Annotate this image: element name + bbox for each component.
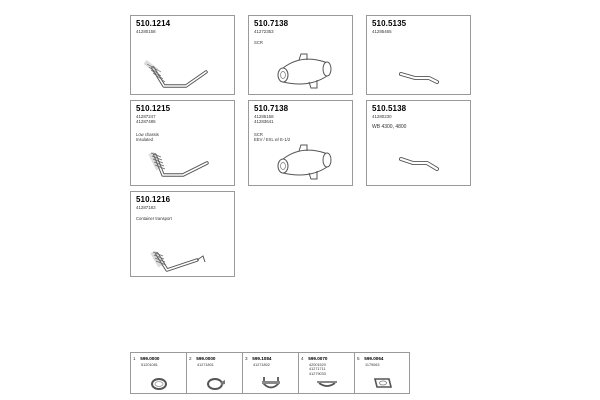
part-number: 510.5135 [372, 19, 407, 28]
accessory-index: 3 [245, 356, 248, 361]
accessory-index: 4 [301, 356, 304, 361]
accessory-reference: 41271801 [197, 363, 214, 367]
part-card-2 [248, 15, 353, 95]
application-note: Container transport [136, 216, 172, 221]
accessory-part-number: 599.0000 [196, 356, 216, 361]
part-card-4 [130, 100, 235, 186]
intermediate-pipe-icon [367, 101, 472, 187]
oem-reference: 41287183 [136, 205, 156, 210]
accessory-part-number: 599.0064 [364, 356, 384, 361]
part-card-3 [366, 15, 471, 95]
accessory-reference: 51201081 [141, 363, 158, 367]
application-note: WB 4300, 4800 [372, 124, 407, 130]
accessory-cell-2 [187, 353, 243, 393]
part-card-7 [130, 191, 235, 277]
muffler-icon [249, 101, 354, 187]
accessory-reference: 41271711 [309, 367, 326, 372]
part-card-1 [130, 15, 235, 95]
front-pipe-icon [131, 192, 236, 278]
accessory-cell-5 [355, 353, 409, 393]
muffler-icon [249, 16, 354, 96]
accessory-part-number: 599.0070 [308, 356, 328, 361]
oem-reference: 41283641 [254, 119, 274, 125]
accessory-part-number: 599.0000 [140, 356, 160, 361]
accessory-reference: 1179063 [365, 363, 380, 367]
accessory-index: 5 [357, 356, 360, 361]
part-number: 510.5138 [372, 104, 407, 113]
accessories-strip [130, 352, 410, 394]
oem-reference: 41280230 [372, 114, 392, 119]
clamp-ring-icon [187, 353, 243, 393]
front-pipe-icon [131, 16, 236, 96]
front-pipe-icon [131, 101, 236, 187]
intermediate-pipe-icon [367, 16, 472, 96]
application-note-line: SCR [254, 132, 263, 137]
accessory-reference: 41271802 [253, 363, 270, 367]
clamp-ring-icon [131, 353, 187, 393]
accessory-reference: 41279033 [309, 371, 326, 376]
part-card-6 [366, 100, 471, 186]
accessory-cell-4 [299, 353, 355, 393]
application-note: SCR [254, 40, 263, 45]
oem-reference: 41280158 [136, 29, 156, 34]
part-number: 510.1216 [136, 195, 171, 204]
application-note-line: Low chassis [136, 132, 159, 137]
gasket-icon [355, 353, 409, 393]
part-number: 510.1215 [136, 104, 171, 113]
accessory-cell-3 [243, 353, 299, 393]
part-number: 510.7138 [254, 104, 289, 113]
accessory-reference: 42001520 [309, 363, 326, 367]
hanger-bracket-icon [299, 353, 355, 393]
accessory-part-number: 599.1084 [252, 356, 272, 361]
part-number: 510.7138 [254, 19, 289, 28]
oem-reference: 41285465 [372, 29, 392, 34]
part-card-5 [248, 100, 353, 186]
accessory-index: 1 [133, 356, 136, 361]
oem-reference: 41285158 [254, 114, 274, 119]
u-bolt-clamp-icon [243, 353, 299, 393]
application-note-line: Insulated [136, 137, 153, 142]
part-number: 510.1214 [136, 19, 171, 28]
oem-reference: 41287247 [136, 114, 156, 119]
oem-reference: 41272353 [254, 29, 274, 34]
application-note-line: EEV / EXL w/ E-1/2 [254, 137, 291, 142]
oem-reference: 41287485 [136, 119, 156, 125]
accessory-cell-1 [131, 353, 187, 393]
accessory-index: 2 [189, 356, 192, 361]
